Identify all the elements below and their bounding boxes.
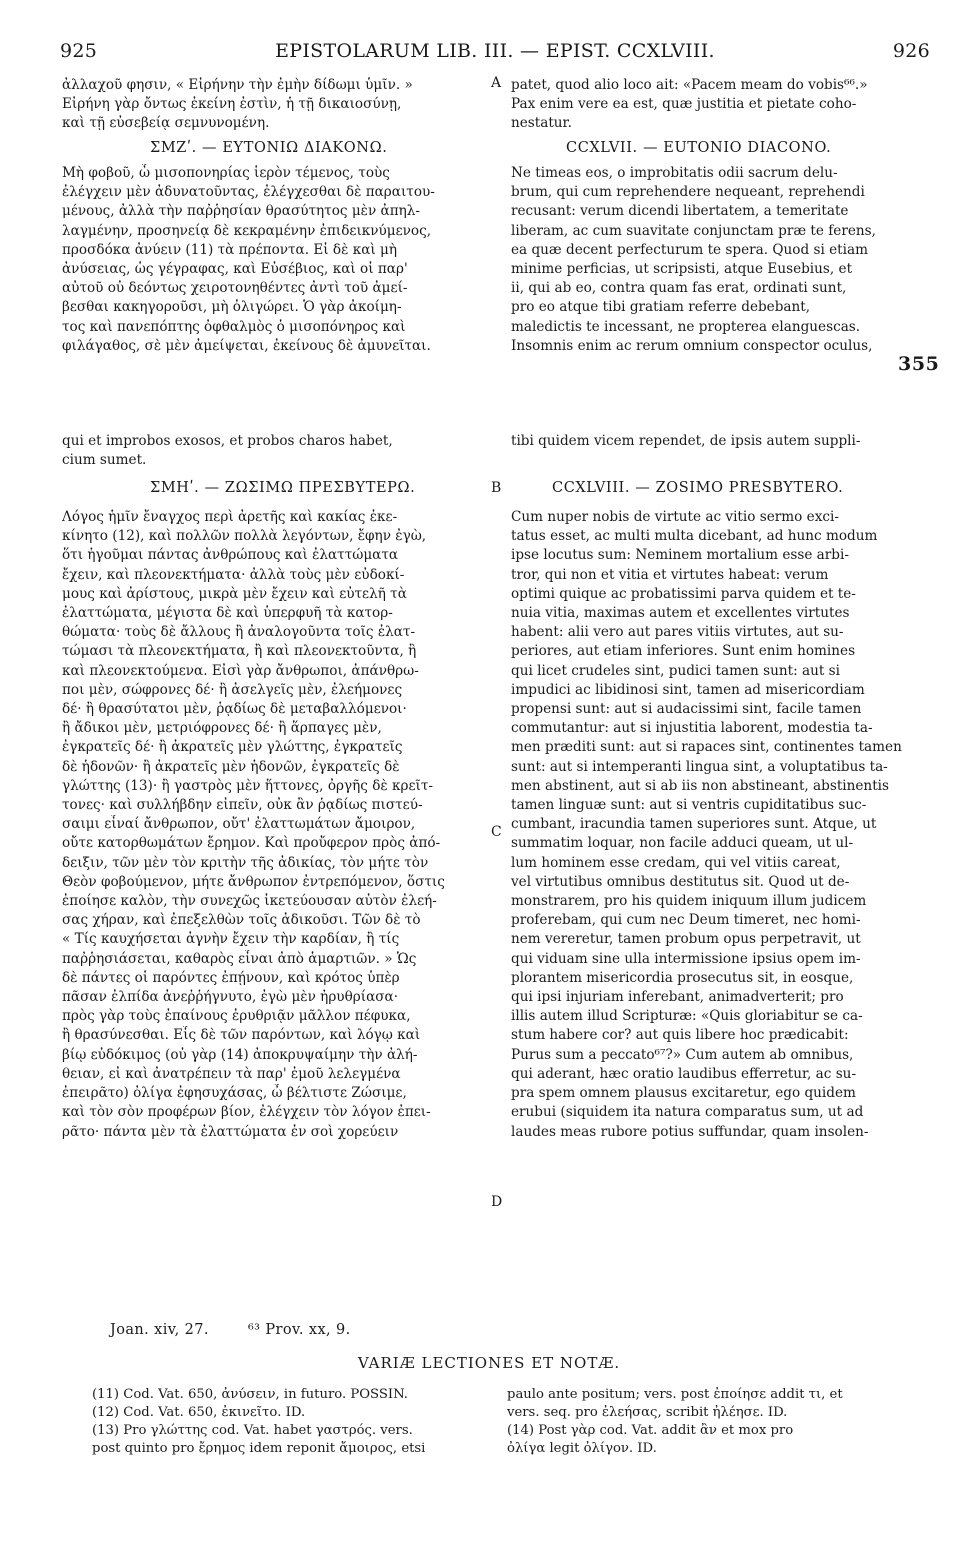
latin-text-line: qui licet crudeles sint, pudici tamen sunt: aut si <box>511 662 840 679</box>
page-number-right: 926 <box>892 40 930 62</box>
greek-text-line: γλώττης (13)· ἢ γαστρὸς μὲν ἥττονες, ὀργῆς δὲ κρεῖτ- <box>62 777 433 794</box>
latin-text-line: sunt: aut si intemperanti lingua sint, a voluptatibus ta- <box>511 758 888 775</box>
greek-text-line: πᾶσαν ἐλπίδα ἀνεῤῥήγνυτο, ἐγὼ μὲν ἠρυθρίασα· <box>62 989 399 1006</box>
greek-text-line: ἐπειρᾶτο) ὀλίγα ἐφησυχάσας, ὦ βέλτιστε Ζώσιμε, <box>62 1085 407 1102</box>
latin-text-line: men abstinent, aut si ab iis non abstineant, abstinentis <box>511 777 889 794</box>
running-header <box>60 40 930 70</box>
greek-text-line: οὔτε κατορθωμάτων ἔρημον. Καὶ προὔφερον πρὸς ἀπό- <box>62 835 441 852</box>
latin-text-line: pro eo atque tibi gratiam referre debebant, <box>511 299 811 316</box>
latin-text-line: qui aderant, hæc oratio laudibus efferretur, ac su- <box>511 1065 857 1082</box>
greek-text-line: ἢ θρασύνεσθαι. Εἷς δὲ τῶν παρόντων, καὶ λόγῳ καὶ <box>62 1027 421 1044</box>
latin-text-line: vel virtutibus omnibus destitutus sit. Quod ut de- <box>511 873 850 890</box>
greek-text-line: προσδόκα ἀνύειν (11) τὰ πρέποντα. Εἰ δὲ καὶ μὴ <box>62 241 398 258</box>
greek-text-line: βίῳ εὐδόκιμος (οὐ γὰρ (14) ἀποκρυψαίμην τὴν ἀλή- <box>62 1046 418 1063</box>
latin-text-line: tatus esset, ac multi multa dicebant, ad hunc modum <box>511 528 878 545</box>
section-heading-greek-248: ΣΜΗʹ. — ΖΩΣΙΜΩ ΠΡΕΣΒΥΤΕΡΩ. <box>150 480 416 496</box>
greek-text-line: σας χήραν, καὶ ἐπεξελθὼν τοῖς ἀδικοῦσι. Τῶν δὲ τὸ <box>62 912 421 929</box>
latin-text-line: laudes meas rubore potius suffundar, quam insolen- <box>511 1123 869 1140</box>
latin-text-line: erubui (siquidem ita natura comparatus sum, ut ad <box>511 1104 864 1121</box>
latin-cross-end: cium sumet. <box>62 452 147 468</box>
latin-text-line: qui ipsi injuriam inferebant, animadverterit; pro <box>511 989 844 1006</box>
greek-text-line: τώμασι τὰ πλεονεκτήματα, ἢ καὶ πλεονεκτοῦντα, ἢ <box>62 643 417 660</box>
greek-text-line: Εἰρήνη γὰρ ὄντως ἐκείνη ἐστὶν, ἡ τῇ δικαιοσύνῃ, <box>62 96 402 113</box>
latin-text-line: pra spem omnem plausus excitaretur, ego quidem <box>511 1085 856 1102</box>
note-line: (12) Cod. Vat. 650, ἐκινεῖτο. ID. <box>92 1405 306 1420</box>
greek-text-line: τονες· καὶ συλλήβδην εἰπεῖν, οὐκ ἂν ῥᾳδίως πιστεύ- <box>62 797 423 814</box>
note-line: vers. seq. pro ἐλεήσας, scribit ἠλέησε. ID. <box>507 1405 788 1420</box>
greek-text-line: ἐποίησε καλὸν, τὴν συνεχῶς ἱκετεύουσαν αὐτὸν ἐλεή- <box>62 893 437 910</box>
greek-text-line: θώματα· τοὺς δὲ ἄλλους ἢ ἀναλογοῦντα τοῖς ἐλατ- <box>62 624 416 641</box>
greek-text-line: δὲ πάντες οἱ παρόντες ἐπῄνουν, καὶ κρότος ὑπὲρ <box>62 969 400 986</box>
latin-text-line: stum habere cor? aut quis libere hoc prædicabit: <box>511 1027 849 1044</box>
greek-text-line: αὐτοῦ οὐ δεόντως χειροτονηθέντες ἀντὶ τοῦ ἀμεί- <box>62 280 408 297</box>
greek-letter-247 <box>62 164 487 356</box>
latin-text-line: Pax enim vere ea est, quæ justitia et pietate coho- <box>511 96 857 113</box>
greek-text-line: « Τίς καυχήσεται ἁγνὴν ἔχειν τὴν καρδίαν, ἢ τίς <box>62 931 400 948</box>
latin-letter-247 <box>511 164 929 356</box>
greek-text-line: κίνητο (12), καὶ πολλῶν πολλὰ λεγόντων, ἔφην ἐγὼ, <box>62 528 427 545</box>
latin-cross-right: tibi quidem vicem rependet, de ipsis autem suppli- <box>511 433 861 449</box>
greek-text-line: ποι μὲν, σώφρονες δέ· ἢ ἀσελγεῖς μὲν, ἐλεήμονες <box>62 681 403 698</box>
latin-text-line: ipse locutus sum: Neminem mortalium esse arbi- <box>511 547 849 564</box>
greek-text-line: δειξιν, τῶν μὲν τὸν κριτὴν τῆς ἀδικίας, τὸν μήτε τὸν <box>62 854 429 871</box>
latin-text-line: minime perficias, ut scripsisti, atque Eusebius, et <box>511 261 853 278</box>
greek-text-line: βεσθαι κακηγοροῦσι, μὴ ὀλιγώρει. Ὁ γὰρ ἀκοίμη- <box>62 299 402 316</box>
section-heading-latin-247: CCXLVII. — EUTONIO DIACONO. <box>566 140 832 156</box>
latin-text-line: tror, qui non et vitia et virtutes habeat: verum <box>511 566 829 583</box>
latin-text-line: liberam, ac cum suavitate conjunctam præ te ferens, <box>511 222 876 239</box>
reference-john: Joan. xiv, 27. <box>110 1322 209 1338</box>
greek-text-line: δὲ ἡδονῶν· ἢ ἀκρατεῖς μὲν ἡδονῶν, ἐγκρατεῖς δὲ <box>62 758 400 775</box>
reference-proverbs: ⁶³ Prov. xx, 9. <box>247 1322 351 1338</box>
latin-text-line: Purus sum a peccato⁶⁷?» Cum autem ab omnibus, <box>511 1046 854 1063</box>
greek-text-line: ἐλαττώματα, μέγιστα δὲ καὶ ὑπερφυῆ τὰ κατορ- <box>62 605 393 622</box>
greek-text-line: ἢ ἄδικοι μὲν, μετριόφρονες δέ· ἢ ἅρπαγες μὲν, <box>62 720 382 737</box>
latin-text-line: ii, qui ab eo, contra quam fas erat, ordinati sunt, <box>511 280 847 297</box>
latin-text-line: men præditi sunt: aut si rapaces sint, continentes tamen <box>511 739 902 756</box>
note-line: (11) Cod. Vat. 650, ἀνύσειν, in futuro. POSSIN. <box>92 1387 408 1402</box>
greek-text-line: ὅτι ἡγοῦμαι πάντας ἀνθρώπους καὶ ἐλαττώματα <box>62 547 399 564</box>
margin-marker-c: C <box>491 824 502 840</box>
latin-text-line: periores, aut etiam inferiores. Sunt enim homines <box>511 643 856 660</box>
latin-text-line: impudici ac libidinosi sint, tamen ad misericordiam <box>511 681 865 698</box>
latin-text-line: propensi sunt: aut si audacissimi sint, facile tamen <box>511 701 862 718</box>
latin-letter-248 <box>511 508 929 1142</box>
greek-text-line: λαγμένην, προσηνείᾳ δὲ κεκραμένην ἐπιδεικνύμενος, <box>62 222 432 239</box>
note-line: ὀλίγα legit ὀλίγον. ID. <box>507 1441 657 1456</box>
greek-text-line: ρᾶτο· πάντα μὲν τὰ ἐλαττώματα ἐν σοὶ χορεύειν <box>62 1123 399 1140</box>
latin-text-line: optimi quique ac probatissimi parva quidem et te- <box>511 585 856 602</box>
latin-cross-left: qui et improbos exosos, et probos charos habet, <box>62 433 393 449</box>
greek-text-line: καὶ τὸν σὸν προφέρων βίον, ἐλέγχειν τὸν λόγον ἐπει- <box>62 1104 431 1121</box>
greek-text-line: ἔχειν, καὶ πλεονεκτήματα· ἀλλὰ τοὺς μὲν εὐδοκί- <box>62 566 405 583</box>
latin-text-line: cumbant, iracundia tamen superiores sunt. Atque, ut <box>511 816 877 833</box>
latin-text-line: ea quæ decent perfecturum te spera. Quod si etiam <box>511 241 868 258</box>
greek-text-line: ἀλλαχοῦ φησιν, « Εἰρήνην τὴν ἐμὴν δίδωμι ὑμῖν. » <box>62 77 413 93</box>
section-heading-greek-247: ΣΜΖʹ. — ΕΥΤΟΝΙΩ ΔΙΑΚΟΝΩ. <box>150 140 388 156</box>
latin-text-line: patet, quod alio loco ait: «Pacem meam do vobis⁶⁶.» <box>511 77 868 93</box>
running-title: EPISTOLARUM LIB. III. — EPIST. CCXLVIII. <box>275 40 715 62</box>
greek-text-line: μους καὶ ἀρίστους, μικρὰ μὲν ἔχειν καὶ εὐτελῆ τὰ <box>62 585 407 602</box>
variae-lectiones-heading: VARIÆ LECTIONES ET NOTÆ. <box>357 1354 621 1372</box>
latin-text-line: lum hominem esse credam, qui vel vitiis careat, <box>511 854 841 871</box>
greek-text-line: θειαν, εἰ καὶ ἀνατρέπειν τὰ παρ' ἐμοῦ λελεγμένα <box>62 1065 401 1082</box>
greek-text-line: σαιμι εἶναί ἄνθρωπον, οὔτ' ἐλαττωμάτων ἄμοιρον, <box>62 816 416 833</box>
margin-marker-a: A <box>491 75 502 91</box>
note-line: post quinto pro ἔρημος idem reponit ἄμοιρος, etsi <box>92 1441 426 1456</box>
latin-text-line: nestatur. <box>511 115 572 132</box>
greek-text-line: τος καὶ πανεπόπτης ὀφθαλμὸς ὁ μισοπόνηρος καὶ <box>62 318 406 335</box>
latin-text-line: recusant: verum dicendi libertatem, a temeritate <box>511 203 849 220</box>
latin-text-line: monstrarem, pro his quidem iniquum illum judicem <box>511 893 867 910</box>
latin-text-line: habent: alii vero aut pares vitiis virtutes, aut su- <box>511 624 844 641</box>
greek-text-line: ἀνύσειας, ὡς γέγραφας, καὶ Εὐσέβιος, καὶ οἱ παρ' <box>62 261 408 278</box>
greek-text-line: φιλάγαθος, σὲ μὲν ἀμείψεται, ἐκείνους δὲ ἀμυνεῖται. <box>62 337 431 354</box>
latin-text-line: Cum nuper nobis de virtute ac vitio sermo exci- <box>511 509 839 525</box>
latin-text-line: proferebam, qui cum nec Deum timeret, nec homi- <box>511 912 861 929</box>
margin-marker-b: B <box>491 480 502 496</box>
note-line: (13) Pro γλώττης cod. Vat. habet γαστρός. vers. <box>92 1423 413 1438</box>
latin-text-line: commutantur: aut si injustitia laborent, modestia ta- <box>511 720 873 737</box>
latin-text-line: qui viduam sine ulla intermissione ipsius opem im- <box>511 950 861 967</box>
latin-text-line: nem vereretur, tamen probum opus perpetravit, ut <box>511 931 861 948</box>
column-number: 355 <box>898 353 940 375</box>
latin-text-line: Insomnis enim ac rerum omnium conspector oculus, <box>511 337 873 354</box>
latin-text-line: Ne timeas eos, o improbitatis odii sacrum delu- <box>511 165 838 181</box>
notes-right-column <box>507 1386 927 1458</box>
section-heading-latin-248: CCXLVIII. — ZOSIMO PRESBYTERO. <box>552 480 844 496</box>
latin-text-line: illis autem illud Scripturæ: «Quis gloriabitur se ca- <box>511 1008 863 1025</box>
greek-column-top <box>62 76 487 134</box>
greek-text-line: ἐλέγχειν μὲν ἀδυνατοῦντας, ἐλέγχεσθαι δὲ παραιτου- <box>62 184 435 201</box>
greek-text-line: δέ· ἢ θρασύτατοι μὲν, ῥᾳδίως δὲ μεταβαλλόμενοι· <box>62 701 407 718</box>
greek-text-line: καὶ τῇ εὐσεβείᾳ σεμνυνομένη. <box>62 115 270 132</box>
latin-text-line: maledictis te incessant, ne propterea elanguescas. <box>511 318 861 335</box>
greek-text-line: παῤῥησιάσεται, καθαρὸς εἶναι ἀπὸ ἁμαρτιῶν. » Ὡς <box>62 950 417 967</box>
latin-text-line: tamen linguæ sunt: aut si ventris cupiditatibus suc- <box>511 797 867 814</box>
latin-text-line: nuia vitia, maximas autem et excellentes virtutes <box>511 605 850 622</box>
greek-text-line: Μὴ φοβοῦ, ὦ μισοπονηρίας ἱερὸν τέμενος, τοὺς <box>62 165 390 181</box>
greek-text-line: Θεὸν φοβούμενον, μήτε ἄνθρωπον ἐντρεπόμενον, ὅστις <box>62 873 445 890</box>
greek-text-line: καὶ πλεονεκτούμενα. Εἰσὶ γὰρ ἄνθρωποι, ἀπάνθρω- <box>62 662 419 679</box>
greek-text-line: μένους, ἀλλὰ τὴν παῤῥησίαν θρασύτητος μὲν ἀπηλ- <box>62 203 421 220</box>
greek-text-line: Λόγος ἡμῖν ἔναγχος περὶ ἀρετῆς καὶ κακίας ἐκε- <box>62 509 398 525</box>
note-line: (14) Post γὰρ cod. Vat. addit ἂν et mox pro <box>507 1423 794 1438</box>
page-number-left: 925 <box>60 40 98 62</box>
latin-column-top <box>511 76 929 134</box>
margin-marker-d: D <box>491 1194 503 1210</box>
latin-text-line: summatim loquar, non facile adduci queam, ut ul- <box>511 835 854 852</box>
scripture-references <box>110 1322 385 1338</box>
latin-text-line: plorantem misericordia prosecutus sit, in eosque, <box>511 969 854 986</box>
greek-letter-248 <box>62 508 487 1142</box>
note-line: paulo ante positum; vers. post ἐποίησε addit τι, et <box>507 1387 843 1402</box>
notes-left-column <box>92 1386 492 1458</box>
greek-text-line: ἐγκρατεῖς δέ· ἢ ἀκρατεῖς μὲν γλώττης, ἐγκρατεῖς <box>62 739 403 756</box>
greek-text-line: πρὸς γὰρ τοὺς ἐπαίνους ἐρυθριᾷν μᾶλλον πέφυκα, <box>62 1008 411 1025</box>
latin-text-line: brum, qui cum reprehendere nequeant, reprehendi <box>511 184 865 201</box>
